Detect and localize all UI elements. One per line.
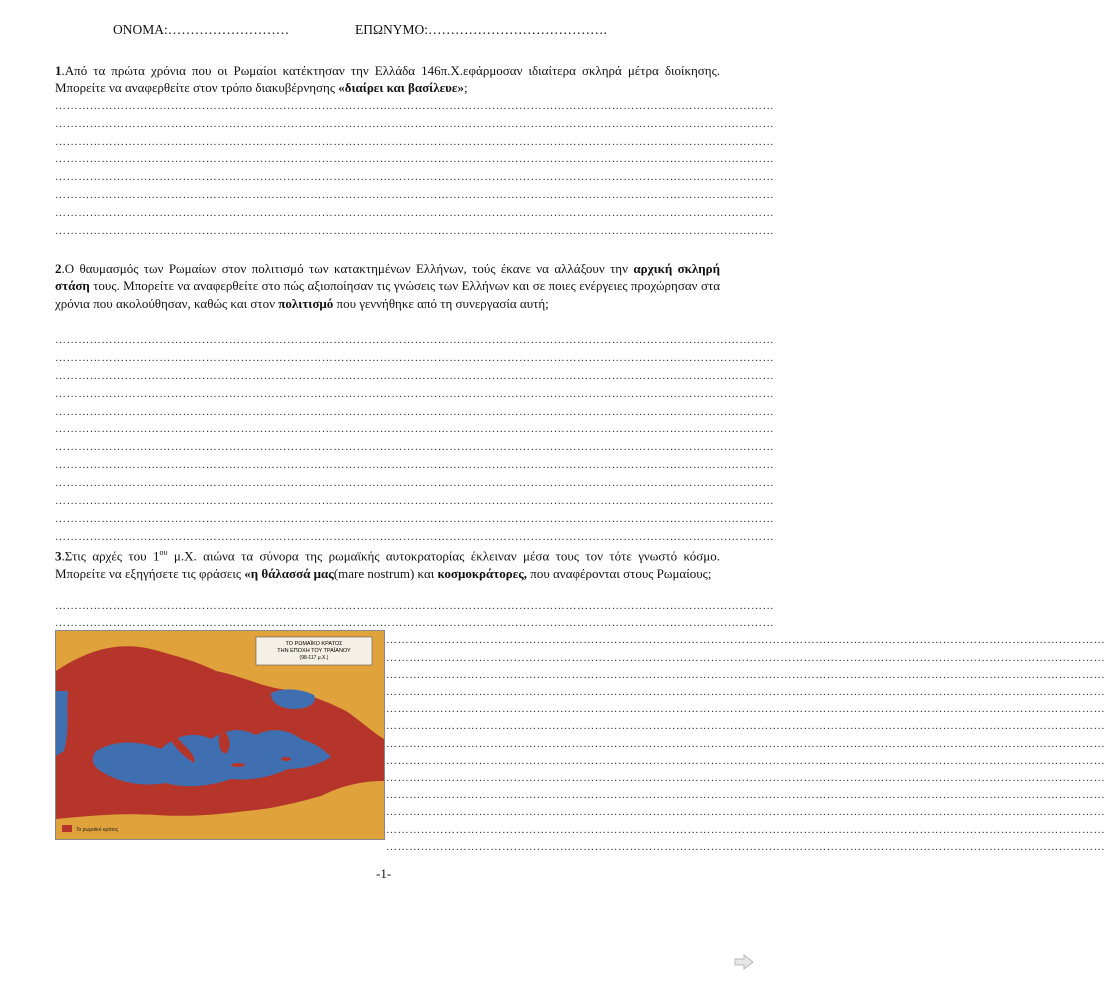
answer-line[interactable]: …………………………………………………………………………………………………………………………………………………………………… [386, 755, 1105, 767]
answer-line[interactable]: …………………………………………………………………………………………………………………………………………………………………… [55, 477, 775, 489]
answer-line[interactable]: …………………………………………………………………………………………………………………………………………………………………… [55, 100, 775, 112]
question-number: 1 [55, 63, 62, 78]
answer-line[interactable]: …………………………………………………………………………………………………………………………………………………………………… [55, 423, 775, 435]
question-number: 2 [55, 261, 62, 276]
answer-line[interactable]: …………………………………………………………………………………………………………………………………………………………………… [55, 370, 775, 382]
next-arrow-icon[interactable] [734, 954, 754, 970]
answer-line[interactable]: …………………………………………………………………………………………………………………………………………………………………… [55, 136, 775, 148]
answer-line[interactable]: …………………………………………………………………………………………………………………………………………………………………… [55, 352, 775, 364]
answer-line[interactable]: …………………………………………………………………………………………………………………………………………………………………… [386, 806, 1105, 818]
answer-line[interactable]: …………………………………………………………………………………………………………………………………………………………………… [55, 207, 775, 219]
answer-line[interactable]: …………………………………………………………………………………………………………………………………………………………………… [386, 686, 1105, 698]
answer-line[interactable]: …………………………………………………………………………………………………………………………………………………………………… [55, 225, 775, 237]
map-title-line-3: (98-117 μ.Χ.) [299, 655, 329, 661]
question-3: 3.Στις αρχές του $1^{o\upsilon}$ μ.Χ. αιώνα τα σύνορα της ρωμαϊκής αυτοκρατορίας έκλειναν μέσα τους τον τότε γνωστό κόσμο. Μπορείτε να εξηγήσετε τις φράσεις «η θάλασσά μας(mare nostrum) και κοσμοκράτορες, που αναφέρονται στους Ρωμαίους; [55, 548, 720, 581]
map-title-line-1: ΤΟ ΡΩΜΑΪΚΟ ΚΡΑΤΟΣ [285, 641, 343, 647]
answer-line[interactable]: …………………………………………………………………………………………………………………………………………………………………… [55, 334, 775, 346]
answer-line[interactable]: …………………………………………………………………………………………………………………………………………………………………… [55, 617, 775, 629]
question-2: 2.Ο θαυμασμός των Ρωμαίων στον πολιτισμό των κατακτημένων Ελλήνων, τούς έκανε να αλλάξουν την αρχική σκληρή στάση τους. Μπορείτε να αναφερθείτε στο πώς αξιοποίησαν τις γνώσεις των Ελλήνων και σε ποιες ενέργειες προχώρησαν στα χρόνια που ακολούθησαν, καθώς και στον πολιτισμό που γεννήθηκε από τη συνεργασία αυτή; [55, 261, 720, 311]
answer-line[interactable]: …………………………………………………………………………………………………………………………………………………………………… [55, 459, 775, 471]
first-name-field[interactable]: ΟΝΟΜΑ:……………………… [113, 22, 290, 37]
roman-empire-map [55, 630, 385, 840]
answer-line[interactable]: …………………………………………………………………………………………………………………………………………………………………… [55, 495, 775, 507]
answer-line[interactable]: …………………………………………………………………………………………………………………………………………………………………… [55, 189, 775, 201]
answer-line[interactable]: …………………………………………………………………………………………………………………………………………………………………… [386, 789, 1105, 801]
answer-line[interactable]: …………………………………………………………………………………………………………………………………………………………………… [386, 652, 1105, 664]
answer-line[interactable]: …………………………………………………………………………………………………………………………………………………………………… [55, 600, 775, 612]
answer-line[interactable]: …………………………………………………………………………………………………………………………………………………………………… [386, 841, 1105, 853]
answer-line[interactable]: …………………………………………………………………………………………………………………………………………………………………… [386, 703, 1105, 715]
answer-line[interactable]: …………………………………………………………………………………………………………………………………………………………………… [386, 669, 1105, 681]
map-legend-label: Το ρωμαϊκό κράτος [76, 827, 119, 833]
answer-line[interactable]: …………………………………………………………………………………………………………………………………………………………………… [55, 513, 775, 525]
answer-line[interactable]: …………………………………………………………………………………………………………………………………………………………………… [55, 531, 775, 543]
last-name-field[interactable]: ΕΠΩΝΥΜΟ:…………………………………. [355, 22, 607, 37]
answer-line[interactable]: …………………………………………………………………………………………………………………………………………………………………… [386, 772, 1105, 784]
answer-line[interactable]: …………………………………………………………………………………………………………………………………………………………………… [55, 171, 775, 183]
answer-line[interactable]: …………………………………………………………………………………………………………………………………………………………………… [386, 634, 1105, 646]
answer-line[interactable]: …………………………………………………………………………………………………………………………………………………………………… [55, 118, 775, 130]
answer-line[interactable]: …………………………………………………………………………………………………………………………………………………………………… [386, 738, 1105, 750]
question-1: 1.Από τα πρώτα χρόνια που οι Ρωμαίοι κατέκτησαν την Ελλάδα 146π.Χ.εφάρμοσαν ιδιαίτερα σκληρά μέτρα διοίκησης. Μπορείτε να αναφερθείτε στον τρόπο διακυβέρνησης «διαίρει και βασίλευε»; [55, 63, 720, 96]
map-crete [231, 763, 245, 767]
answer-line[interactable]: …………………………………………………………………………………………………………………………………………………………………… [386, 824, 1105, 836]
answer-line[interactable]: …………………………………………………………………………………………………………………………………………………………………… [55, 153, 775, 165]
page-number: -1- [376, 866, 392, 881]
answer-line[interactable]: …………………………………………………………………………………………………………………………………………………………………… [55, 441, 775, 453]
answer-line[interactable]: …………………………………………………………………………………………………………………………………………………………………… [386, 720, 1105, 732]
question-number: 3 [55, 548, 62, 564]
map-cyprus [281, 757, 291, 761]
answer-line[interactable]: …………………………………………………………………………………………………………………………………………………………………… [55, 406, 775, 418]
map-title-line-2: ΤΗΝ ΕΠΟΧΗ ΤΟΥ ΤΡΑΪΑΝΟΥ [277, 648, 351, 654]
answer-line[interactable]: …………………………………………………………………………………………………………………………………………………………………… [55, 388, 775, 400]
map-legend-swatch [62, 825, 72, 832]
